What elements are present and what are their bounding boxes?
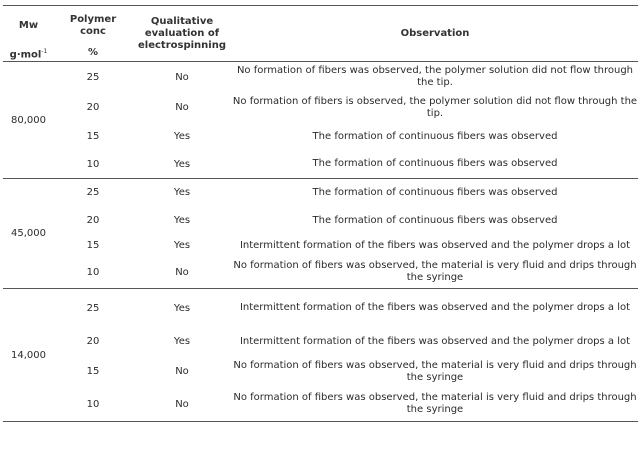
table-row xyxy=(3,151,638,179)
table-row xyxy=(3,123,638,151)
table-row xyxy=(3,257,638,289)
observation-cell: No formation of fibers was observed, the material is very fluid and drips through the syringe xyxy=(232,388,638,422)
header-polymer-conc: Polymer conc xyxy=(54,6,132,46)
conc-cell: 15 xyxy=(86,366,100,377)
header-mw-unit: g·mol$^{-1}$ xyxy=(3,46,54,62)
table-row xyxy=(3,207,638,235)
eval-cell: Yes xyxy=(173,302,191,314)
table-row xyxy=(3,93,638,123)
eval-cell: Yes xyxy=(173,240,191,251)
observation-cell: Intermittent formation of the fibers was observed and the polymer drops a lot xyxy=(239,302,631,314)
table-row xyxy=(3,62,638,93)
observation-cell: No formation of fibers was observed, the polymer solution did not flow through the tip. xyxy=(236,65,634,89)
observation-cell: The formation of continuous fibers was observed xyxy=(312,214,558,226)
eval-cell: Yes xyxy=(173,336,191,347)
mw-cell: 80,000 xyxy=(3,62,54,179)
header-conc-unit: % xyxy=(54,46,132,62)
table-body xyxy=(3,62,638,422)
eval-cell: No xyxy=(132,388,232,422)
mw-cell: 45,000 xyxy=(3,179,54,289)
conc-cell: 10 xyxy=(54,388,132,422)
mw-cell: 14,000 xyxy=(3,289,54,422)
conc-cell: 15 xyxy=(86,131,100,142)
table-row xyxy=(3,356,638,388)
table-row xyxy=(3,235,638,257)
table-row xyxy=(3,328,638,356)
conc-cell: 20 xyxy=(86,215,100,226)
eval-cell: Yes xyxy=(132,151,232,179)
eval-cell: Yes xyxy=(173,131,191,142)
conc-cell: 20 xyxy=(86,102,100,113)
conc-cell: 10 xyxy=(54,257,132,289)
observation-cell: The formation of continuous fibers was observed xyxy=(312,130,558,142)
eval-cell: No xyxy=(132,257,232,289)
observation-cell: The formation of continuous fibers was observed xyxy=(232,151,638,179)
eval-cell: Yes xyxy=(173,215,191,226)
conc-cell: 25 xyxy=(86,187,100,199)
conc-cell: 25 xyxy=(86,302,100,314)
observation-cell: Intermittent formation of the fibers was observed and the polymer drops a lot xyxy=(239,239,631,251)
table-row xyxy=(3,289,638,328)
results-table xyxy=(3,5,638,422)
header-qualitative: Qualitative evaluation of electrospinning xyxy=(132,6,232,62)
eval-cell: No xyxy=(175,71,189,83)
observation-cell: No formation of fibers is observed, the polymer solution did not flow through the tip. xyxy=(232,95,638,119)
observation-cell: The formation of continuous fibers was observed xyxy=(312,186,558,198)
conc-cell: 15 xyxy=(86,240,100,251)
observation-cell: No formation of fibers was observed, the material is very fluid and drips through the syringe xyxy=(232,257,638,289)
header-observation: Observation xyxy=(232,6,638,62)
conc-cell: 25 xyxy=(86,71,100,83)
observation-cell: Intermittent formation of the fibers was observed and the polymer drops a lot xyxy=(239,335,631,347)
eval-cell: No xyxy=(175,102,189,113)
header-mw: Mw xyxy=(3,6,54,46)
table-row xyxy=(3,179,638,207)
eval-cell: No xyxy=(175,366,189,377)
eval-cell: Yes xyxy=(173,187,191,199)
observation-cell: No formation of fibers was observed, the material is very fluid and drips through the syringe xyxy=(233,359,637,383)
conc-cell: 20 xyxy=(86,336,100,347)
conc-cell: 10 xyxy=(54,151,132,179)
table-row xyxy=(3,388,638,422)
